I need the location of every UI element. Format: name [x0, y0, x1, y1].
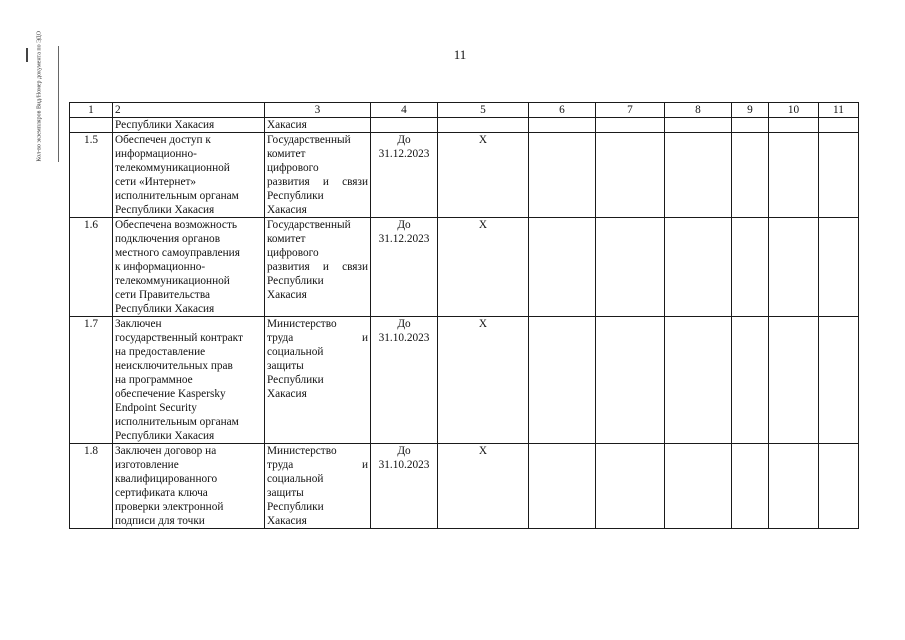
deadline-cell: [371, 133, 438, 218]
registration-stamp: [20, 31, 60, 166]
task-cell: [113, 218, 265, 317]
cell-line: на предоставление: [115, 346, 206, 358]
cell-line: на программное: [115, 374, 193, 386]
table-cell: [732, 317, 769, 444]
column-number-row: [70, 103, 859, 118]
cell-line: труда и: [267, 459, 368, 471]
cell-line: подключения органов: [115, 233, 221, 245]
table-cell: [529, 317, 596, 444]
cell-line: Заключен: [115, 318, 162, 330]
cell-line: защиты: [267, 360, 304, 372]
table-row: [70, 218, 859, 317]
cell-line: сертификата ключа: [115, 487, 208, 499]
task-cell: [113, 444, 265, 529]
table-cell: [769, 317, 819, 444]
table-cell: [596, 133, 665, 218]
cell-line: Республики Хакасия: [115, 204, 215, 216]
column-header: 8: [665, 103, 732, 118]
executor-cell: Хакасия: [265, 118, 371, 133]
cell-line: Министерство: [267, 318, 337, 330]
table-row: [70, 133, 859, 218]
table-cell: [769, 218, 819, 317]
executor-cell: [265, 444, 371, 529]
cell-line: развития и связи: [267, 261, 368, 273]
cell-line: комитет: [267, 233, 306, 245]
cell-line: государственный контракт: [115, 332, 243, 344]
x-mark: X: [438, 317, 529, 444]
cell-line: Государственный: [267, 219, 351, 231]
cell-line: сети Правительства: [115, 289, 211, 301]
table-cell: [665, 118, 732, 133]
cell-line: Хакасия: [267, 388, 307, 400]
column-header: 4: [371, 103, 438, 118]
cell-line: Хакасия: [267, 289, 307, 301]
column-header: 9: [732, 103, 769, 118]
table-cell: [732, 118, 769, 133]
table-cell: [769, 133, 819, 218]
stamp-rule: [58, 46, 59, 162]
column-header: 11: [819, 103, 859, 118]
column-header: 3: [265, 103, 371, 118]
cell-line: Заключен договор на: [115, 445, 217, 457]
cell-line: Республики: [267, 374, 324, 386]
cell-line: Республики: [267, 275, 324, 287]
table-cell: [819, 133, 859, 218]
cell-line: Хакасия: [267, 204, 307, 216]
table-cell: [596, 218, 665, 317]
cell-line: исполнительным органам: [115, 190, 239, 202]
item-number: 1.8: [70, 444, 113, 529]
cell-line: социальной: [267, 473, 324, 485]
table-cell: [371, 118, 438, 133]
table-cell: [819, 218, 859, 317]
table-cell: [819, 317, 859, 444]
cell-line: исполнительным органам: [115, 416, 239, 428]
table-cell: [665, 133, 732, 218]
cell-line: Республики Хакасия: [115, 303, 215, 315]
task-cell: Республики Хакасия: [113, 118, 265, 133]
cell-line: к информационно-: [115, 261, 206, 273]
table-cell: [769, 444, 819, 529]
table-cell: [665, 218, 732, 317]
table-cell: [769, 118, 819, 133]
plan-table: [69, 102, 859, 529]
cell-line: До: [397, 219, 411, 231]
x-mark: X: [438, 444, 529, 529]
cell-line: До: [397, 134, 411, 146]
table-cell: [529, 444, 596, 529]
column-header: 2: [113, 103, 265, 118]
cell-line: сети «Интернет»: [115, 176, 197, 188]
table-cell: [529, 218, 596, 317]
cell-line: Министерство: [267, 445, 337, 457]
cell-line: проверки электронной: [115, 501, 224, 513]
item-number: 1.7: [70, 317, 113, 444]
cell-line: телекоммуникационной: [115, 162, 230, 174]
cell-line: труда и: [267, 332, 368, 344]
task-cell: [113, 133, 265, 218]
table-cell: [819, 118, 859, 133]
deadline-cell: [371, 444, 438, 529]
cell-line: обеспечение Kaspersky: [115, 388, 226, 400]
cell-line: местного самоуправления: [115, 247, 240, 259]
deadline-cell: [371, 218, 438, 317]
cell-line: Endpoint Security: [115, 402, 197, 414]
cell-line: неисключительных прав: [115, 360, 233, 372]
executor-cell: [265, 133, 371, 218]
cell-line: комитет: [267, 148, 306, 160]
x-mark: X: [438, 218, 529, 317]
page-number: 11: [453, 47, 467, 62]
cell-line: Республики: [267, 501, 324, 513]
cell-line: изготовление: [115, 459, 179, 471]
item-number: 1.5: [70, 133, 113, 218]
cell-line: информационно-: [115, 148, 197, 160]
executor-cell: [265, 218, 371, 317]
column-header: 5: [438, 103, 529, 118]
cell-line: Обеспечена возможность: [115, 219, 238, 231]
cell-line: квалифицированного: [115, 473, 218, 485]
cell-line: 31.10.2023: [378, 332, 430, 344]
table-cell: [732, 133, 769, 218]
table-cell: [665, 317, 732, 444]
cell-line: Республики Хакасия: [115, 430, 215, 442]
table-cell: [529, 133, 596, 218]
stamp-text: Кол-во экземпляров Вид/Номер документа по ЭДО: [36, 31, 43, 162]
cell-line: развития и связи: [267, 176, 368, 188]
cell-line: Государственный: [267, 134, 351, 146]
cell-line: До: [397, 318, 411, 330]
cell-line: Хакасия: [267, 515, 307, 527]
cell-line: Республики: [267, 190, 324, 202]
cell-line: 31.12.2023: [378, 233, 430, 245]
table-cell: [665, 444, 732, 529]
column-header: 6: [529, 103, 596, 118]
cell-line: цифрового: [267, 247, 319, 259]
cell-line: До: [397, 445, 411, 457]
table-cell: [70, 118, 113, 133]
table-cell: [819, 444, 859, 529]
deadline-cell: [371, 317, 438, 444]
stamp-mark: [26, 48, 28, 62]
cell-line: цифрового: [267, 162, 319, 174]
table-cell: [596, 444, 665, 529]
table-cell: [732, 444, 769, 529]
item-number: 1.6: [70, 218, 113, 317]
x-mark: X: [438, 133, 529, 218]
cell-line: подписи для точки: [115, 515, 205, 527]
column-header: 10: [769, 103, 819, 118]
cell-line: 31.12.2023: [378, 148, 430, 160]
column-header: 7: [596, 103, 665, 118]
cell-line: Обеспечен доступ к: [115, 134, 211, 146]
table-cell: [438, 118, 529, 133]
table-cell: [732, 218, 769, 317]
cell-line: защиты: [267, 487, 304, 499]
task-cell: [113, 317, 265, 444]
table-row: [70, 317, 859, 444]
table-row: [70, 444, 859, 529]
table-cell: [596, 317, 665, 444]
executor-cell: [265, 317, 371, 444]
cell-line: социальной: [267, 346, 324, 358]
cell-line: телекоммуникационной: [115, 275, 230, 287]
table-cell: [529, 118, 596, 133]
column-header: 1: [70, 103, 113, 118]
cell-line: 31.10.2023: [378, 459, 430, 471]
continuation-row: [70, 118, 859, 133]
table-cell: [596, 118, 665, 133]
